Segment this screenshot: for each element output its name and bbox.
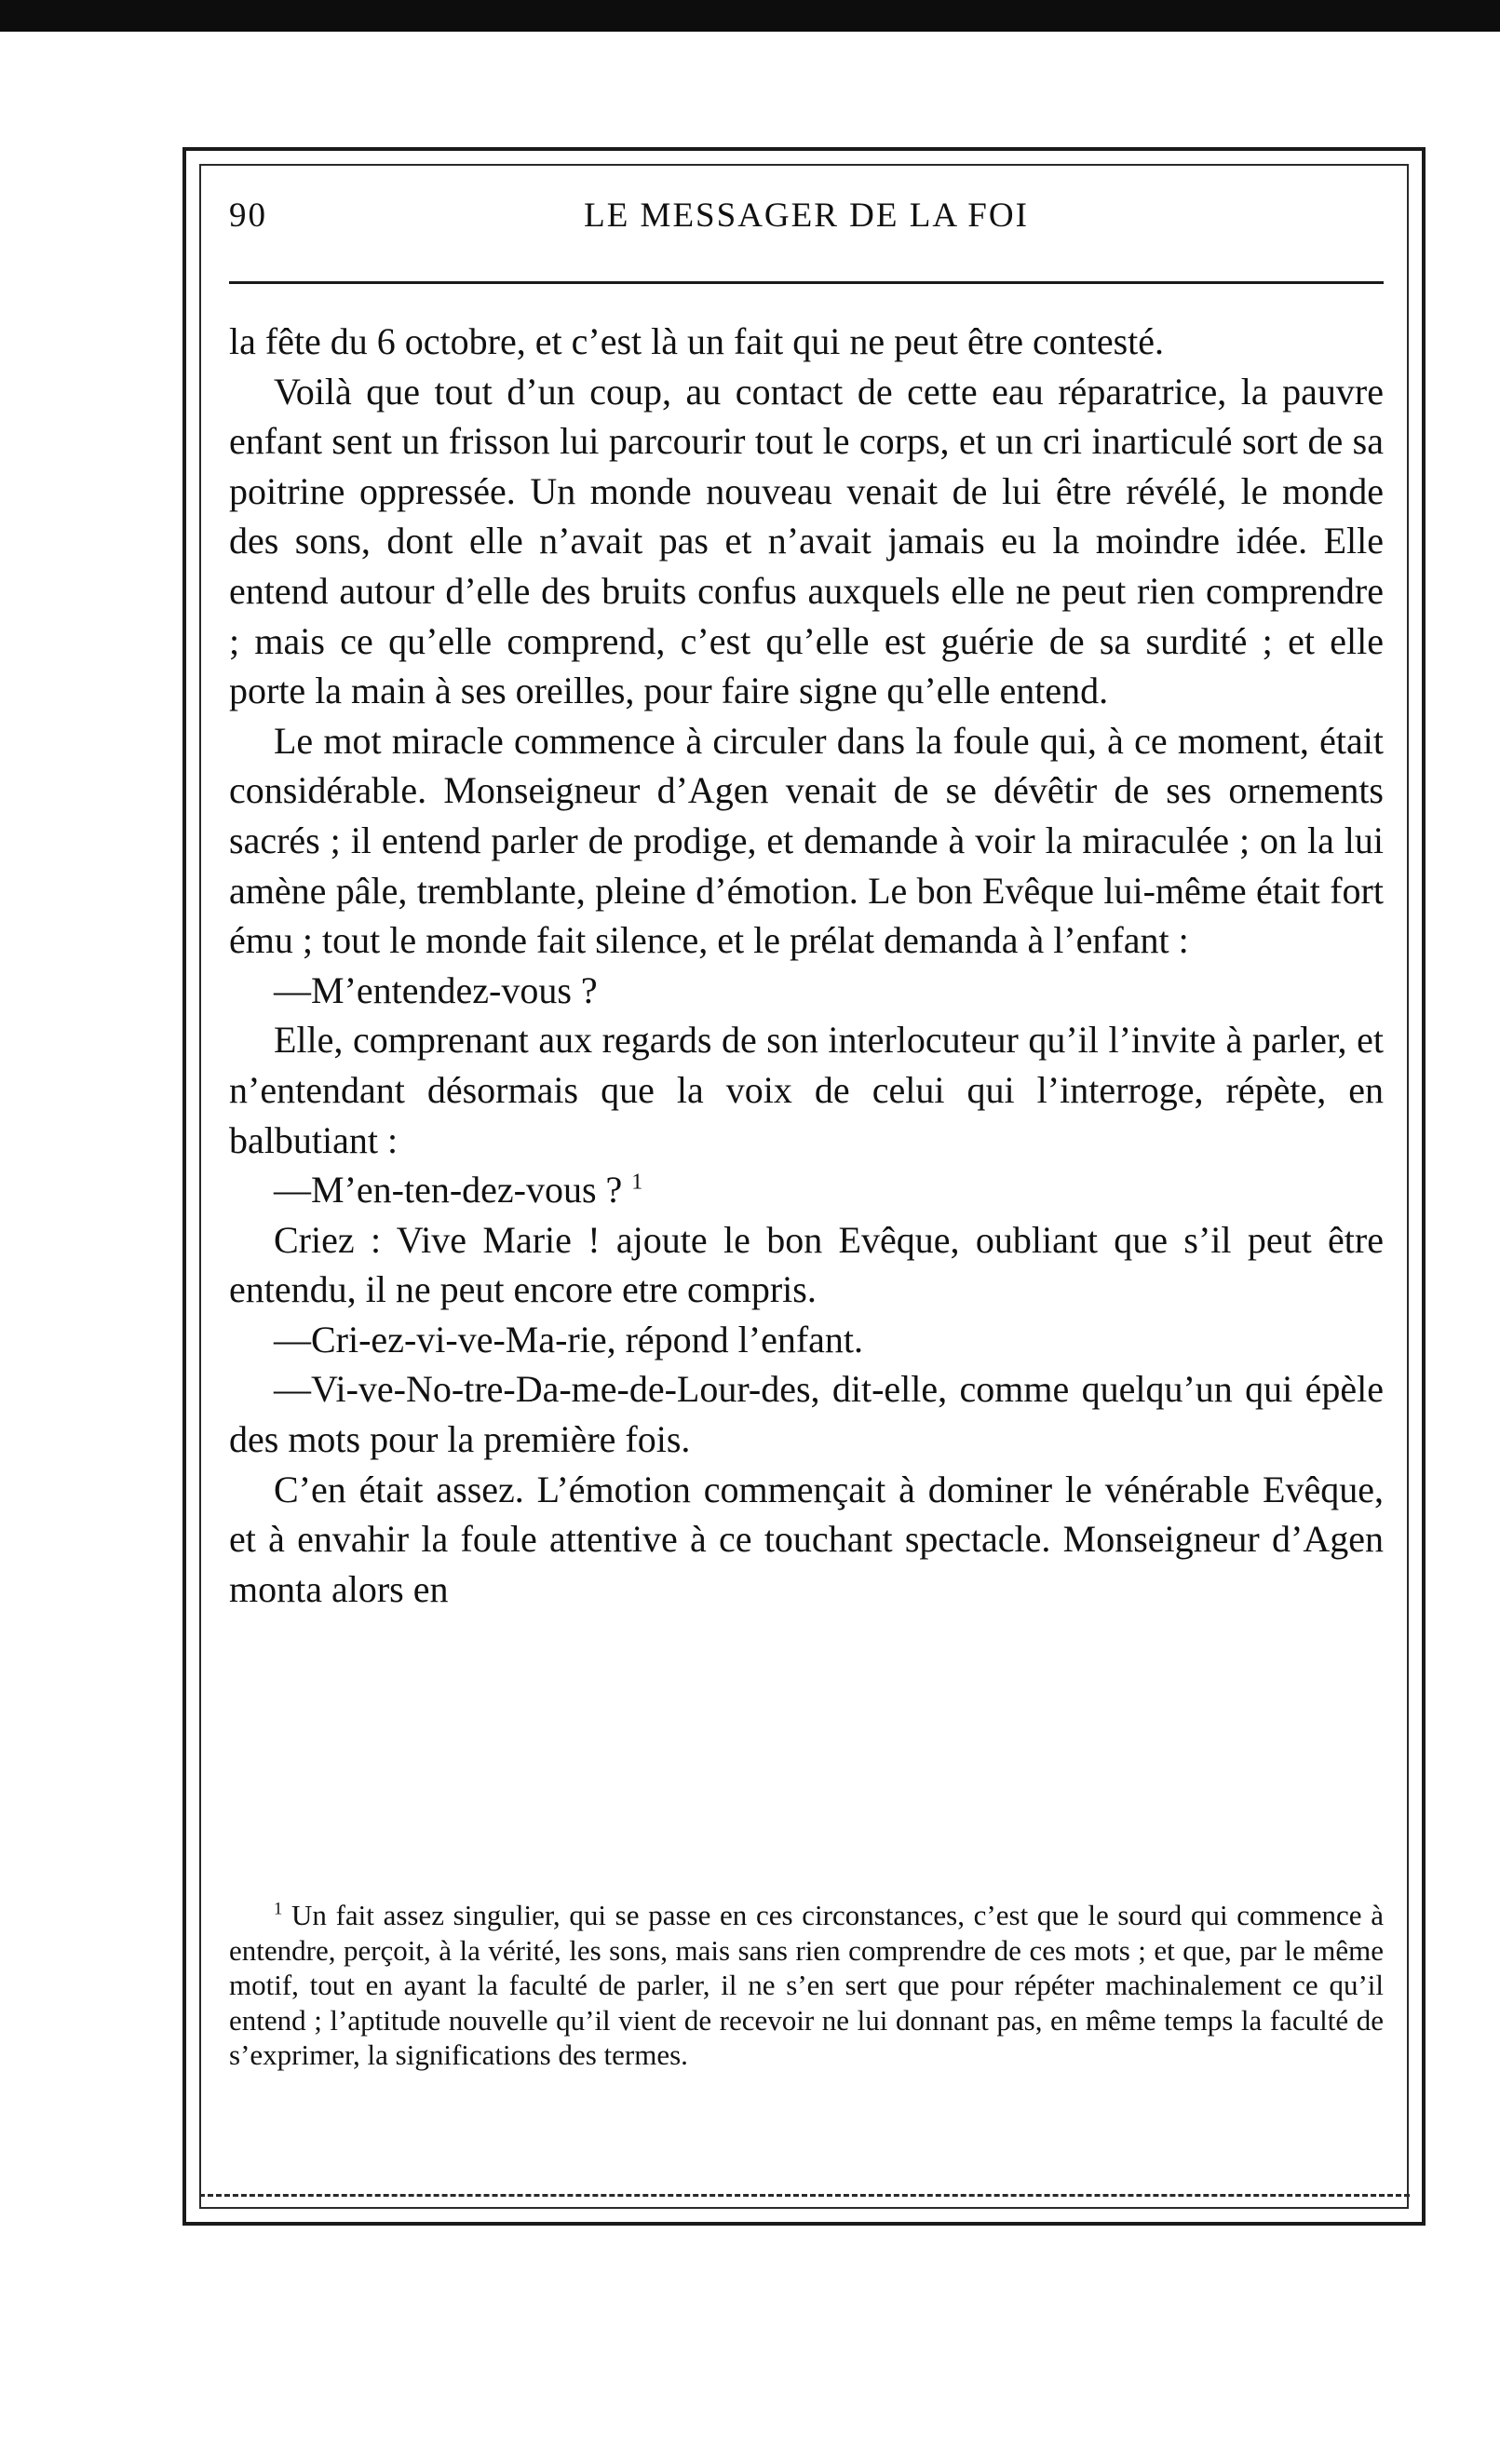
body-text <box>229 317 1384 1614</box>
footnote-paragraph <box>229 1898 1384 2073</box>
paragraph: Criez : Vive Marie ! ajoute le bon Evêque, oubliant que s’il peut être entendu, il ne peut encore etre compris. <box>229 1218 1384 1311</box>
footnote-reference: 1 <box>631 1170 643 1195</box>
scan-edge-bar <box>0 0 1500 32</box>
dialogue-text: —M’en-ten-dez-vous ? <box>274 1169 623 1212</box>
journal-title: LE MESSAGER DE LA FOI <box>584 196 1029 235</box>
dialogue-line <box>229 1165 1384 1215</box>
dialogue-line: —Cri-ez-vi-ve-Ma-rie, répond l’enfant. <box>274 1318 864 1361</box>
paragraph: C’en était assez. L’émotion commençait à dominer le vénérable Evêque, et à envahir la foule attentive à ce touchant spectacle. Monseigneur d’Agen monta alors en <box>229 1468 1384 1610</box>
footnote-body: Un fait assez singulier, qui se passe en ces circonstances, c’est que le sourd qui commence à entendre, perçoit, à la vérité, les sons, mais sans rien comprendre de ces mots ; et que, par le même motif, tout en ayant la faculté de parler, il ne s’en sert que pour répéter machinalement ce qu’il entend ; l’aptitude nouvelle qu’il vient de recevoir ne lui donnant pas, en même temps la faculté de s’exprimer, la significations des termes. <box>229 1899 1385 2071</box>
footnote <box>229 1898 1384 2073</box>
dialogue-line: —Vi-ve-No-tre-Da-me-de-Lour-des, dit-elle, comme quelqu’un qui épèle des mots pour la première fois. <box>229 1368 1384 1461</box>
paragraph: Le mot miracle commence à circuler dans la foule qui, à ce moment, était considérable. Monseigneur d’Agen venait de se dévêtir de ses ornements sacrés ; il entend parler de prodige, et demande à voir la miraculée ; on la lui amène pâle, tremblante, pleine d’émotion. Le bon Evêque lui-même était fort ému ; tout le monde fait silence, et le prélat demanda à l’enfant : <box>229 719 1384 962</box>
paragraph-continuation: la fête du 6 octobre, et c’est là un fait qui ne peut être contesté. <box>229 320 1165 362</box>
footnote-marker: 1 <box>274 1899 283 1919</box>
paragraph: Elle, comprenant aux regards de son interlocuteur qu’il l’invite à parler, et n’entendant désormais que la voix de celui qui l’interroge, répète, en balbutiant : <box>229 1019 1384 1161</box>
bottom-rule <box>199 2194 1410 2197</box>
header-rule <box>229 281 1384 284</box>
dialogue-line: —M’entendez-vous ? <box>274 968 598 1011</box>
paragraph: Voilà que tout d’un coup, au contact de cette eau réparatrice, la pauvre enfant sent un frisson lui parcourir tout le corps, et un cri inarticulé sort de sa poitrine oppressée. Un monde nouveau venait de lui être révélé, le monde des sons, dont elle n’avait pas et n’avait jamais eu la moindre idée. Elle entend autour d’elle des bruits confus auxquels elle ne peut rien comprendre ; mais ce qu’elle comprend, c’est qu’elle est guérie de sa surdité ; et elle porte la main à ses oreilles, pour faire signe qu’elle entend. <box>229 370 1384 712</box>
running-head <box>229 196 1384 251</box>
page-number: 90 <box>229 196 267 235</box>
